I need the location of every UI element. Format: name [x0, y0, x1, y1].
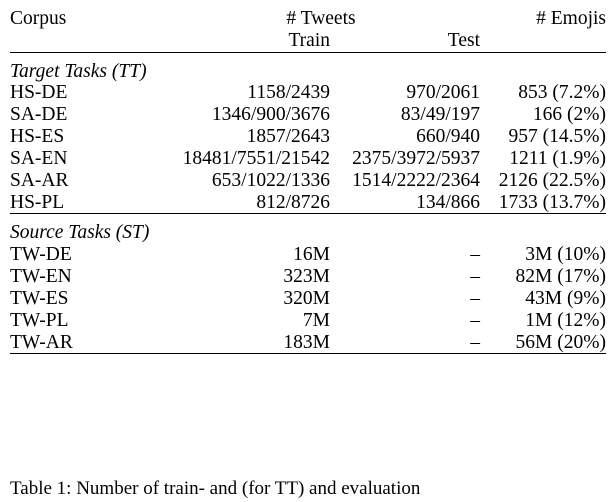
header-corpus-blank — [10, 30, 162, 52]
cell-test: 83/49/197 — [400, 104, 480, 126]
cell-train: 1346/900/3676 — [211, 104, 330, 126]
table-row — [10, 288, 606, 310]
header-test: Test — [447, 29, 480, 51]
cell-test: 970/2061 — [406, 82, 480, 104]
group-title-target-tasks — [10, 61, 606, 83]
cell-train: 183M — [283, 331, 330, 353]
table-row — [10, 332, 606, 354]
cell-corpus: TW-AR — [10, 331, 73, 353]
table-row — [10, 266, 606, 288]
cell-emojis: 56M (20%) — [515, 331, 606, 353]
cell-train: 16M — [293, 244, 330, 266]
cell-test: – — [470, 244, 480, 266]
table-row — [10, 310, 606, 332]
cell-train: 18481/7551/21542 — [182, 147, 330, 169]
cell-train: 1158/2439 — [247, 82, 330, 104]
table-row — [10, 192, 606, 214]
cell-emojis: 957 (14.5%) — [508, 126, 606, 148]
header-train: Train — [288, 29, 330, 51]
cell-emojis: 82M (17%) — [515, 266, 606, 288]
cell-corpus: SA-EN — [10, 147, 68, 169]
cell-test: – — [470, 331, 480, 353]
cell-emojis: 1733 (13.7%) — [498, 191, 606, 213]
cell-test: – — [470, 309, 480, 331]
cell-emojis: 1211 (1.9%) — [509, 147, 606, 169]
cell-train: 320M — [283, 287, 330, 309]
cell-corpus: SA-DE — [10, 104, 68, 126]
cell-corpus: HS-DE — [10, 82, 68, 104]
cell-emojis: 1M (12%) — [525, 309, 606, 331]
spacer-middle — [10, 214, 606, 223]
cell-corpus: TW-DE — [10, 244, 72, 266]
cell-test: – — [470, 266, 480, 288]
cell-emojis: 3M (10%) — [525, 244, 606, 266]
cell-train: 323M — [283, 266, 330, 288]
cell-test: 2375/3972/5937 — [352, 147, 480, 169]
group-title-label: Target Tasks (TT) — [10, 60, 147, 82]
cell-test: 1514/2222/2364 — [352, 169, 480, 191]
table-row — [10, 244, 606, 266]
cell-test: 660/940 — [416, 126, 480, 148]
group-title-label: Source Tasks (ST) — [10, 222, 150, 244]
cell-train: 653/1022/1336 — [211, 169, 330, 191]
corpus-statistics-table — [10, 8, 606, 354]
cell-corpus: HS-PL — [10, 191, 65, 213]
spacer-top — [10, 52, 606, 61]
table-row — [10, 148, 606, 170]
cell-emojis: 2126 (22.5%) — [498, 169, 606, 191]
cell-emojis: 43M (9%) — [525, 287, 606, 309]
table-body — [10, 8, 606, 354]
table-row — [10, 82, 606, 104]
cell-corpus: SA-AR — [10, 169, 69, 191]
table-row — [10, 170, 606, 192]
group-title-source-tasks — [10, 222, 606, 244]
table-row — [10, 126, 606, 148]
cell-emojis: 853 (7.2%) — [518, 82, 606, 104]
cell-corpus: TW-PL — [10, 309, 69, 331]
cell-corpus: HS-ES — [10, 126, 65, 148]
table-row — [10, 104, 606, 126]
cell-train: 1857/2643 — [246, 126, 330, 148]
header-corpus: Corpus — [10, 8, 67, 29]
cell-train: 7M — [302, 309, 330, 331]
table-caption: Table 1: Number of train- and (for TT) and evaluation — [10, 478, 421, 499]
header-emojis: # Emojis — [536, 8, 606, 29]
cell-test: – — [470, 287, 480, 309]
table-header-row-2 — [10, 30, 606, 52]
cell-train: 812/8726 — [256, 191, 330, 213]
table-header-row-1 — [10, 8, 606, 30]
cell-test: 134/866 — [416, 191, 480, 213]
cell-emojis: 166 (2%) — [532, 104, 606, 126]
header-emojis-blank — [480, 30, 606, 52]
cell-corpus: TW-ES — [10, 287, 69, 309]
header-tweets: # Tweets — [286, 8, 356, 29]
rule-bottom — [10, 353, 606, 354]
cell-corpus: TW-EN — [10, 266, 72, 288]
